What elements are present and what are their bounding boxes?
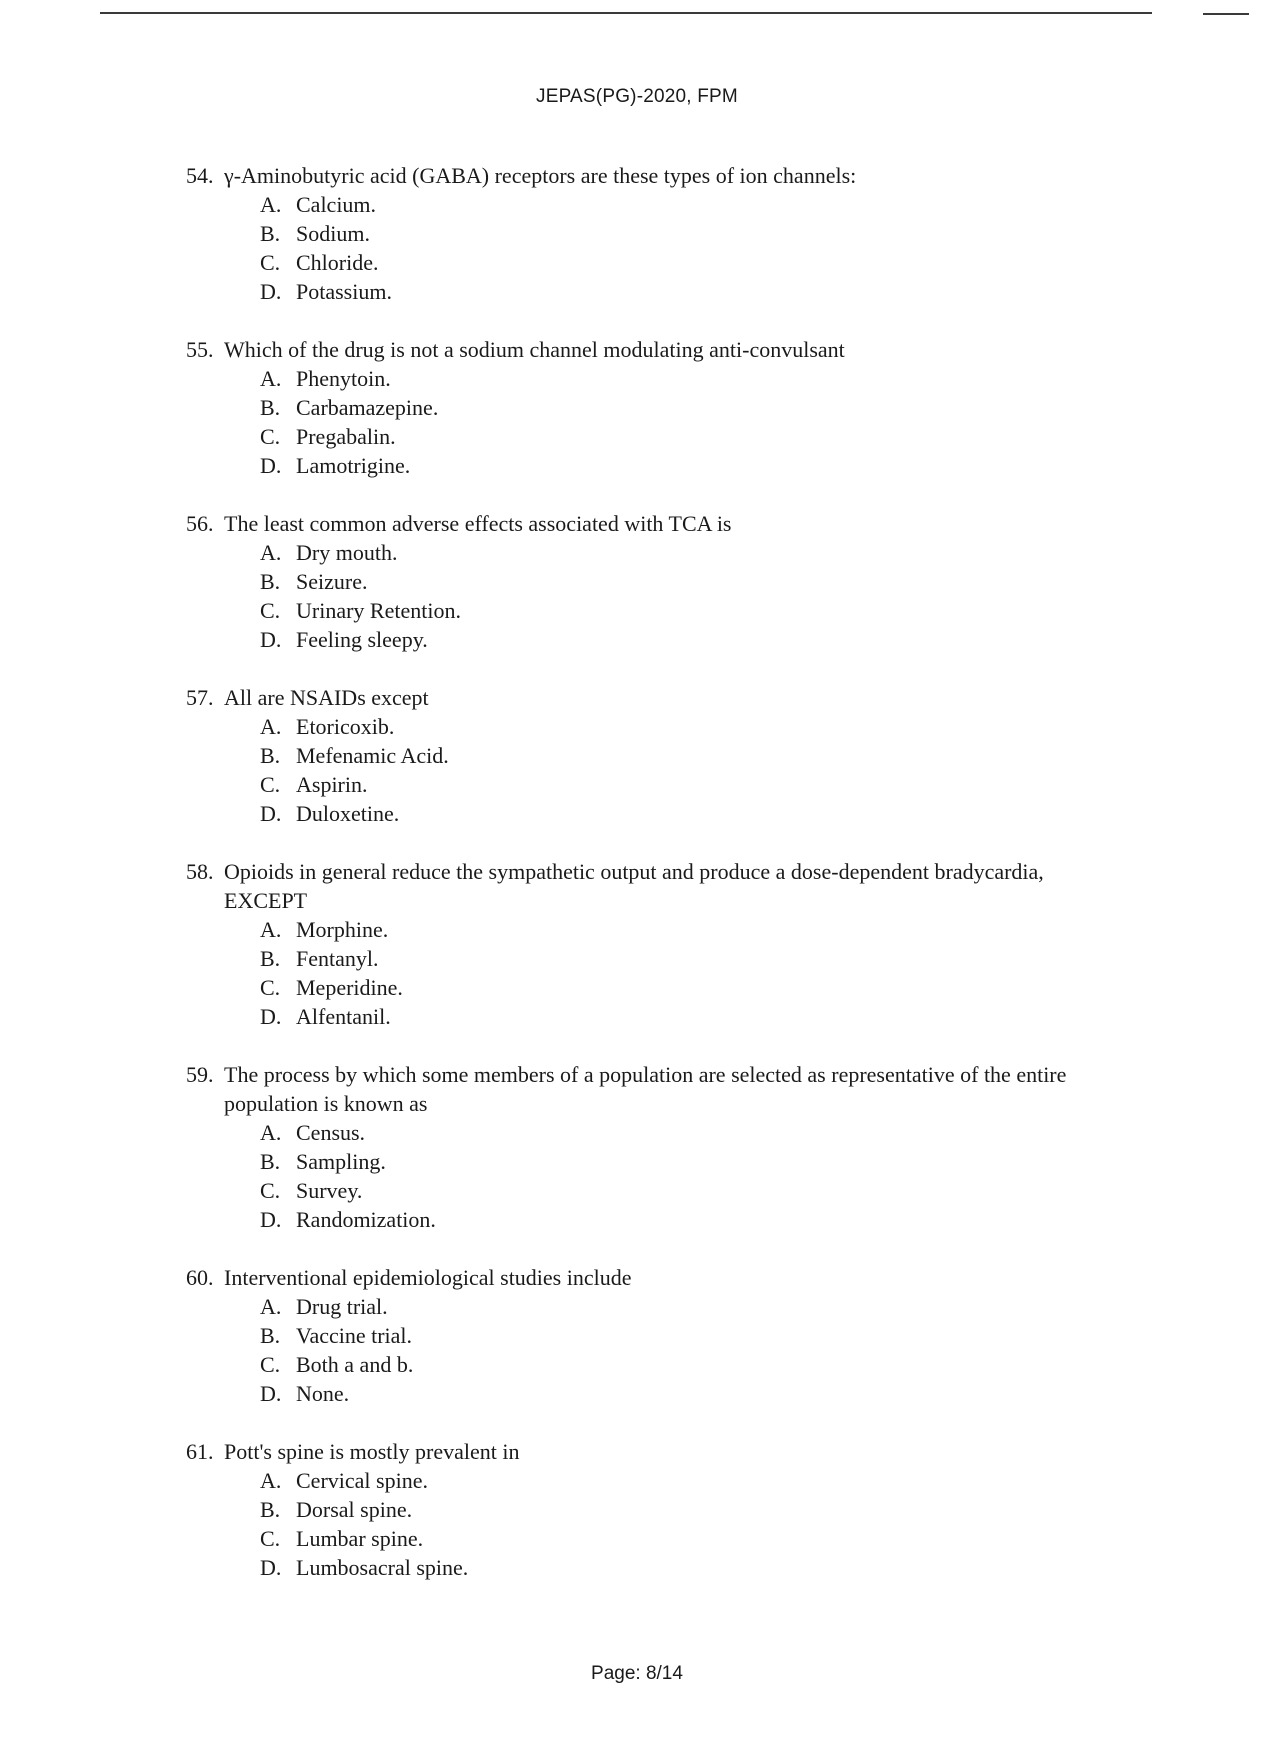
question-60	[186, 1263, 1086, 1408]
option-d	[260, 799, 1086, 828]
option-letter: B.	[260, 221, 281, 246]
option-b	[260, 1321, 1086, 1350]
option-text: Sampling.	[296, 1149, 386, 1174]
option-list	[186, 364, 1086, 480]
question-text: The least common adverse effects associated with TCA is	[224, 511, 732, 536]
option-a	[260, 190, 1086, 219]
option-text: Etoricoxib.	[296, 714, 395, 739]
option-letter: D.	[260, 1381, 282, 1406]
question-text: Which of the drug is not a sodium channel modulating anti-convulsant	[224, 337, 845, 362]
question-text: γ-Aminobutyric acid (GABA) receptors are these types of ion channels:	[224, 163, 857, 188]
option-text: Both a and b.	[296, 1352, 414, 1377]
option-text: Randomization.	[296, 1207, 436, 1232]
option-b	[260, 1147, 1086, 1176]
option-text: Phenytoin.	[296, 366, 391, 391]
option-letter: D.	[260, 279, 282, 304]
option-text: Seizure.	[296, 569, 368, 594]
question-number: 60.	[186, 1265, 214, 1290]
option-letter: C.	[260, 1526, 281, 1551]
option-d	[260, 1205, 1086, 1234]
option-letter: B.	[260, 946, 281, 971]
question-61	[186, 1437, 1086, 1582]
option-list	[186, 190, 1086, 306]
option-list	[186, 1466, 1086, 1582]
option-text: Aspirin.	[296, 772, 368, 797]
option-a	[260, 364, 1086, 393]
question-number: 59.	[186, 1062, 214, 1087]
option-text: Drug trial.	[296, 1294, 388, 1319]
option-letter: A.	[260, 1468, 282, 1493]
question-text: Opioids in general reduce the sympathetic output and produce a dose-dependent bradycardia, EXCEPT	[224, 859, 1044, 913]
option-a	[260, 1118, 1086, 1147]
option-text: Carbamazepine.	[296, 395, 439, 420]
option-list	[186, 1118, 1086, 1234]
option-letter: C.	[260, 250, 281, 275]
option-a	[260, 1292, 1086, 1321]
option-text: Sodium.	[296, 221, 370, 246]
question-text: Interventional epidemiological studies include	[224, 1265, 632, 1290]
option-b	[260, 219, 1086, 248]
option-letter: D.	[260, 1004, 282, 1029]
top-rule	[100, 12, 1152, 14]
option-d	[260, 451, 1086, 480]
question-number: 55.	[186, 337, 214, 362]
option-a	[260, 915, 1086, 944]
option-letter: B.	[260, 1497, 281, 1522]
option-d	[260, 1379, 1086, 1408]
option-text: Vaccine trial.	[296, 1323, 413, 1348]
question-list	[186, 161, 1086, 1611]
question-number: 58.	[186, 859, 214, 884]
option-letter: A.	[260, 917, 282, 942]
option-text: Cervical spine.	[296, 1468, 428, 1493]
option-letter: D.	[260, 1207, 282, 1232]
question-text: All are NSAIDs except	[224, 685, 429, 710]
question-57	[186, 683, 1086, 828]
option-letter: A.	[260, 192, 282, 217]
option-list	[186, 915, 1086, 1031]
option-text: Dry mouth.	[296, 540, 398, 565]
option-text: Lumbosacral spine.	[296, 1555, 469, 1580]
question-number: 54.	[186, 163, 214, 188]
option-text: Census.	[296, 1120, 366, 1145]
option-letter: B.	[260, 1323, 281, 1348]
option-letter: C.	[260, 424, 281, 449]
option-letter: D.	[260, 801, 282, 826]
question-58	[186, 857, 1086, 1031]
option-text: Potassium.	[296, 279, 392, 304]
question-text: Pott's spine is mostly prevalent in	[224, 1439, 520, 1464]
option-letter: C.	[260, 1178, 281, 1203]
option-text: Lamotrigine.	[296, 453, 411, 478]
option-text: Calcium.	[296, 192, 377, 217]
page-header: JEPAS(PG)-2020, FPM	[536, 86, 738, 107]
question-59	[186, 1060, 1086, 1234]
option-letter: B.	[260, 395, 281, 420]
page-number: Page: 8/14	[591, 1663, 683, 1684]
option-c	[260, 973, 1086, 1002]
option-letter: B.	[260, 743, 281, 768]
option-d	[260, 277, 1086, 306]
option-list	[186, 538, 1086, 654]
option-text: Pregabalin.	[296, 424, 396, 449]
option-a	[260, 1466, 1086, 1495]
option-text: Mefenamic Acid.	[296, 743, 449, 768]
option-b	[260, 567, 1086, 596]
option-text: Alfentanil.	[296, 1004, 391, 1029]
option-list	[186, 1292, 1086, 1408]
question-number: 61.	[186, 1439, 214, 1464]
option-letter: A.	[260, 540, 282, 565]
option-letter: A.	[260, 1294, 282, 1319]
option-text: Feeling sleepy.	[296, 627, 428, 652]
option-d	[260, 1553, 1086, 1582]
option-b	[260, 393, 1086, 422]
option-letter: C.	[260, 1352, 281, 1377]
option-letter: B.	[260, 1149, 281, 1174]
option-c	[260, 1350, 1086, 1379]
option-text: Morphine.	[296, 917, 389, 942]
question-text: The process by which some members of a population are selected as representative of the entire population is known as	[224, 1062, 1067, 1116]
option-text: Dorsal spine.	[296, 1497, 413, 1522]
question-number: 56.	[186, 511, 214, 536]
option-text: Duloxetine.	[296, 801, 400, 826]
option-b	[260, 1495, 1086, 1524]
option-letter: B.	[260, 569, 281, 594]
option-c	[260, 1176, 1086, 1205]
option-text: Survey.	[296, 1178, 363, 1203]
option-letter: A.	[260, 1120, 282, 1145]
option-letter: D.	[260, 453, 282, 478]
question-number: 57.	[186, 685, 214, 710]
option-text: Lumbar spine.	[296, 1526, 424, 1551]
option-text: Meperidine.	[296, 975, 403, 1000]
option-letter: D.	[260, 1555, 282, 1580]
top-rule-short	[1203, 13, 1249, 15]
option-text: Urinary Retention.	[296, 598, 461, 623]
option-text: None.	[296, 1381, 350, 1406]
option-c	[260, 422, 1086, 451]
option-d	[260, 1002, 1086, 1031]
option-letter: A.	[260, 714, 282, 739]
option-c	[260, 770, 1086, 799]
option-letter: C.	[260, 772, 281, 797]
option-a	[260, 538, 1086, 567]
option-letter: C.	[260, 598, 281, 623]
option-c	[260, 248, 1086, 277]
option-letter: A.	[260, 366, 282, 391]
option-d	[260, 625, 1086, 654]
option-c	[260, 1524, 1086, 1553]
question-54	[186, 161, 1086, 306]
option-text: Fentanyl.	[296, 946, 379, 971]
option-b	[260, 944, 1086, 973]
option-letter: D.	[260, 627, 282, 652]
option-text: Chloride.	[296, 250, 379, 275]
option-b	[260, 741, 1086, 770]
option-list	[186, 712, 1086, 828]
question-55	[186, 335, 1086, 480]
question-56	[186, 509, 1086, 654]
option-letter: C.	[260, 975, 281, 1000]
option-a	[260, 712, 1086, 741]
option-c	[260, 596, 1086, 625]
